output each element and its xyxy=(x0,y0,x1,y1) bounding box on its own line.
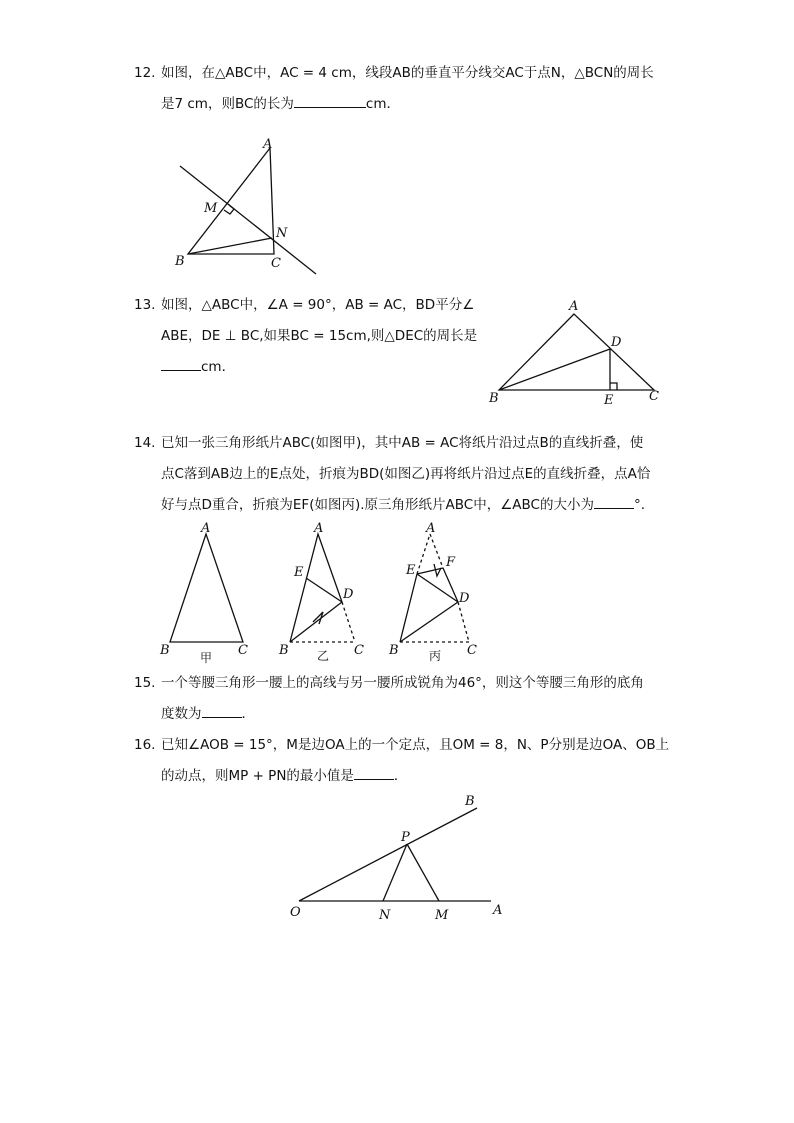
question-text-unit: cm． xyxy=(201,359,236,375)
label-b: B xyxy=(175,254,185,269)
question-15 xyxy=(134,668,674,730)
question-number: 16. xyxy=(134,737,156,753)
triangle-abc xyxy=(188,148,274,254)
question-text-line-2: 是7 cm，则BC的长为 xyxy=(161,96,294,112)
label-p: P xyxy=(401,830,410,845)
dashed-af xyxy=(430,534,443,568)
segment-bd xyxy=(499,349,610,390)
dashed-dc xyxy=(342,602,355,642)
dashed-dc xyxy=(458,602,469,642)
label-e: E xyxy=(294,565,304,580)
segment-bn xyxy=(188,238,272,254)
label-c: C xyxy=(467,643,477,658)
label-d: D xyxy=(459,591,470,606)
question-text-line-1: 已知∠AOB = 15°，M是边OA上的一个定点，且OM = 8，N、P分别是边OA、OB上 xyxy=(161,737,670,753)
perpendicular-bisector xyxy=(180,166,316,274)
segment-pm xyxy=(407,844,439,901)
label-m: M xyxy=(204,201,218,216)
label-e: E xyxy=(604,393,614,408)
answer-blank[interactable] xyxy=(161,356,201,371)
figure-q12 xyxy=(170,134,330,279)
label-o: O xyxy=(290,905,301,920)
figure-q14-yi xyxy=(275,520,375,670)
answer-blank[interactable] xyxy=(202,703,242,718)
crease-bd xyxy=(290,602,342,642)
question-text-unit: ． xyxy=(241,706,255,722)
label-d: D xyxy=(611,335,622,350)
fold-arrow xyxy=(434,564,441,576)
question-16 xyxy=(134,730,674,792)
question-number: 12. xyxy=(134,65,156,81)
label-c: C xyxy=(649,389,659,404)
ray-ob xyxy=(299,808,477,901)
question-text-line-2: ABE，DE ⊥ BC,如果BC = 15cm,则△DEC的周长是 xyxy=(161,328,478,344)
caption-jia: 甲 xyxy=(200,651,213,665)
question-text-line-2: 度数为 xyxy=(161,706,202,722)
question-number: 15. xyxy=(134,675,156,691)
label-b: B xyxy=(160,643,170,658)
sides-ab-ad xyxy=(290,534,342,642)
question-text-unit: °. xyxy=(634,497,646,513)
label-b: B xyxy=(389,643,399,658)
question-text-line-3: 好与点D重合，折痕为EF(如图丙).原三角形纸片ABC中，∠ABC的大小为 xyxy=(161,497,594,513)
question-text-line-1: 如图，△ABC中，∠A = 90°，AB = AC，BD平分∠ xyxy=(161,297,475,313)
question-text-unit: ． xyxy=(393,768,408,784)
caption-yi: 乙 xyxy=(317,649,330,663)
question-text-line-1: 一个等腰三角形一腰上的高线与另一腰所成锐角为46°，则这个等腰三角形的底角 xyxy=(161,675,644,691)
answer-blank[interactable] xyxy=(294,93,366,108)
label-a: A xyxy=(426,521,436,536)
segment-pn xyxy=(383,844,407,901)
segment-ed xyxy=(306,578,342,602)
triangle-abc xyxy=(499,314,654,390)
label-a: A xyxy=(263,137,273,152)
triangle-abc xyxy=(170,534,243,642)
question-text-line-1: 如图，在△ABC中，AC = 4 cm，线段AB的垂直平分线交AC于点N，△BCN的周长 xyxy=(161,65,654,81)
label-n: N xyxy=(379,908,391,923)
label-b: B xyxy=(279,643,289,658)
label-a: A xyxy=(314,521,324,536)
label-d: D xyxy=(343,587,354,602)
figure-q14-bing xyxy=(385,520,495,670)
label-b: B xyxy=(489,391,499,406)
figure-q14-jia xyxy=(155,520,265,670)
figure-q13 xyxy=(486,298,666,408)
fold-arrow xyxy=(313,612,323,624)
label-a: A xyxy=(569,299,579,314)
question-number: 14. xyxy=(134,435,156,451)
right-angle-mark xyxy=(610,383,617,390)
question-14 xyxy=(134,428,674,521)
label-b: B xyxy=(465,794,475,809)
label-e: E xyxy=(406,563,416,578)
label-m: M xyxy=(435,908,449,923)
question-text-line-2: 的动点，则MP + PN的最小值是 xyxy=(161,768,354,784)
label-c: C xyxy=(238,643,248,658)
label-n: N xyxy=(276,226,288,241)
question-number: 13. xyxy=(134,297,156,313)
label-a: A xyxy=(493,903,503,918)
question-text-line-1: 已知一张三角形纸片ABC(如图甲)，其中AB = AC将纸片沿过点B的直线折叠，使 xyxy=(161,435,644,451)
figure-q16 xyxy=(285,790,515,925)
question-text-unit: cm． xyxy=(365,96,400,112)
label-c: C xyxy=(354,643,364,658)
label-f: F xyxy=(446,555,456,570)
question-12 xyxy=(134,58,674,120)
answer-blank[interactable] xyxy=(594,494,634,509)
caption-bing: 丙 xyxy=(429,649,442,663)
label-c: C xyxy=(271,256,281,271)
label-a: A xyxy=(201,521,211,536)
answer-blank[interactable] xyxy=(354,765,394,780)
question-text-line-2: 点C落到AB边上的E点处，折痕为BD(如图乙)再将纸片沿过点E的直线折叠，点A恰 xyxy=(161,466,651,482)
dashed-ea xyxy=(417,534,430,574)
